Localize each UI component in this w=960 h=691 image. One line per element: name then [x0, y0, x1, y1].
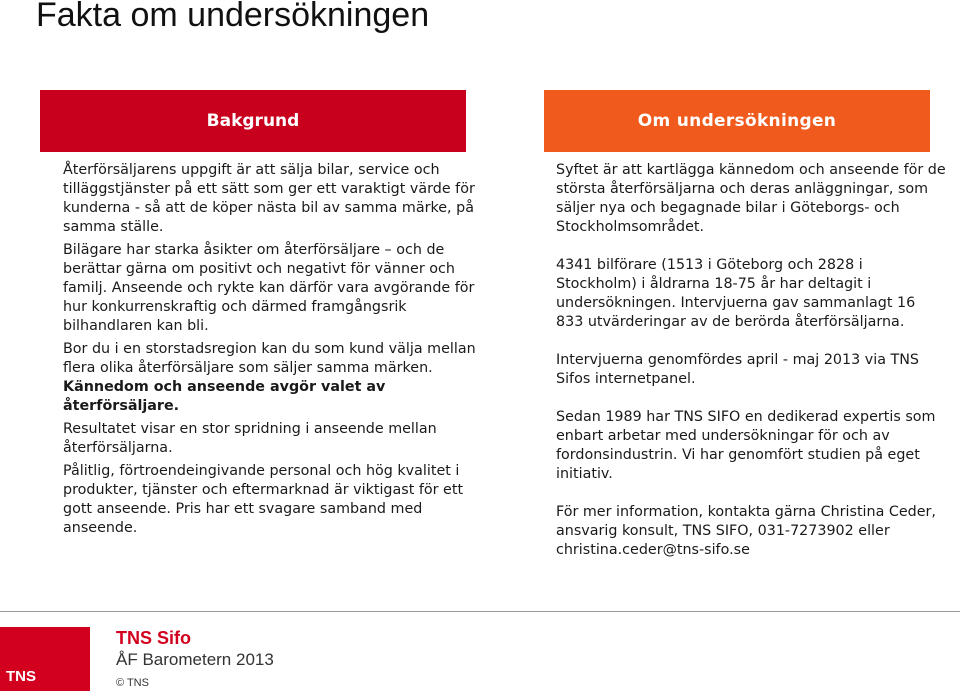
copyright-notice: © TNS [116, 677, 149, 689]
brand-name: TNS Sifo [116, 628, 191, 648]
background-paragraph-4: Resultatet visar en stor spridning i anseende mellan återförsäljarna. [63, 421, 437, 456]
tns-logo [0, 627, 90, 691]
footer-divider [0, 611, 960, 612]
survey-paragraph-4: Sedan 1989 har TNS SIFO en dedikerad expertis som enbart arbetar med undersökningar för och av fordonsindustrin. Vi har genomfört studien på eget initiativ. [556, 409, 936, 482]
about-survey-column [556, 161, 946, 579]
survey-paragraph-3: Intervjuerna genomfördes april - maj 2013 via TNS Sifos internetpanel. [556, 352, 919, 387]
page-title: Fakta om undersökningen [36, 0, 430, 34]
background-paragraph-1: Återförsäljarens uppgift är att sälja bilar, service och tilläggstjänster på ett sätt som ger ett varaktigt värde för kunderna - så att de köper nästa bil av samma märke, på samma ställe. [63, 162, 475, 235]
survey-paragraph-5: För mer information, kontakta gärna Christina Ceder, ansvarig konsult, TNS SIFO, 031-7273902 eller christina.ceder@tns-sifo.se [556, 504, 936, 558]
background-paragraph-3-text: Bor du i en storstadsregion kan du som kund välja mellan flera olika återförsäljare som säljer samma märken. [63, 341, 476, 376]
report-name: ÅF Barometern 2013 [116, 650, 274, 669]
background-heading-label: Bakgrund [206, 111, 300, 131]
background-paragraph-2: Bilägare har starka åsikter om återförsäljare – och de berättar gärna om positivt och negativt för vänner och familj. Anseende och rykte kan därför vara avgörande för hur konkurrenskraftig och därmed framgångsrik bilhandlaren kan bli. [63, 242, 475, 334]
tns-logo-text: TNS [6, 668, 36, 685]
survey-paragraph-2: 4341 bilförare (1513 i Göteborg och 2828 i Stockholm) i åldrarna 18-75 år har deltagit i undersökningen. Intervjuerna gav sammanlagt 16 833 utvärderingar av de berörda återförsäljarna. [556, 257, 916, 330]
background-paragraph-3-bold: Kännedom och anseende avgör valet av återförsäljare. [63, 379, 386, 414]
about-survey-heading-label: Om undersökningen [637, 111, 837, 131]
background-column [63, 161, 483, 542]
background-heading [40, 90, 466, 152]
about-survey-heading [544, 90, 930, 152]
background-paragraph-5: Pålitlig, förtroendeingivande personal och hög kvalitet i produkter, tjänster och eftermarknad är viktigast för ett gott anseende. Pris har ett svagare samband med anseende. [63, 463, 464, 536]
survey-paragraph-1: Syftet är att kartlägga kännedom och anseende för de största återförsäljarna och deras anläggningar, som säljer nya och begagnade bilar i Göteborgs- och Stockholmsområdet. [556, 162, 946, 235]
background-paragraph-3 [63, 340, 483, 416]
